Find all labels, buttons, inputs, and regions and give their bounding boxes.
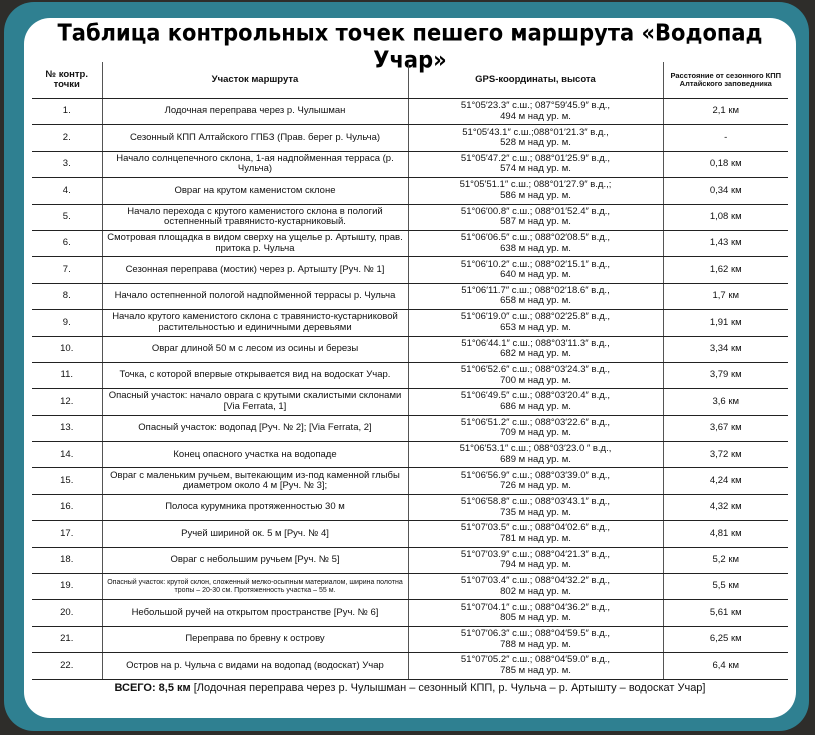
- cell-gps: [408, 653, 663, 679]
- cell-distance: -: [663, 125, 788, 151]
- cell-segment: Лодочная переправа через р. Чулышман: [102, 99, 408, 125]
- cell-segment: Сезонная переправа (мостик) через р. Артышту [Руч. № 1]: [102, 257, 408, 283]
- cell-distance: 1,91 км: [663, 310, 788, 336]
- cell-segment: Остров на р. Чульча с видами на водопад (водоскат) Учар: [102, 653, 408, 679]
- gps-coords: 51°06′53.1″ с.ш.; 088°03′23.0 ″ в.д.,: [459, 443, 612, 455]
- cell-num: 22.: [32, 653, 102, 679]
- cell-num: 9.: [32, 310, 102, 336]
- cell-distance: 3,6 км: [663, 389, 788, 415]
- segment-text: Опасный участок: крутой склон, сложенный мелко-осыпным материалом, ширина полотна тропы – 20-30 см. Протяженность участка – 55 м.: [107, 578, 403, 594]
- cell-distance: 4,24 км: [663, 468, 788, 494]
- cell-num: 6.: [32, 230, 102, 256]
- cell-num: 19.: [32, 574, 102, 600]
- cell-gps: [408, 494, 663, 520]
- cell-gps: [408, 574, 663, 600]
- gps-coords: 51°05′43.1″ с.ш.;088°01′21.3″ в.д.,: [462, 126, 609, 138]
- cell-gps: [408, 389, 663, 415]
- gps-altitude: 638 м над ур. м.: [500, 242, 571, 254]
- cell-gps: [408, 125, 663, 151]
- cell-gps: [408, 336, 663, 362]
- cell-segment: Начало солнцепечного склона, 1-ая надпойменная терраса (р. Чульча): [102, 151, 408, 177]
- cell-num: 20.: [32, 600, 102, 626]
- cell-segment: Овраг длиной 50 м с лесом из осины и березы: [102, 336, 408, 362]
- gps-altitude: 700 м над ур. м.: [500, 374, 571, 386]
- table-row: [32, 125, 788, 151]
- cell-num: 21.: [32, 626, 102, 652]
- cell-distance: 3,79 км: [663, 362, 788, 388]
- cell-segment: Овраг на крутом каменистом склоне: [102, 178, 408, 204]
- gps-coords: 51°06′44.1″ с.ш.; 088°03′11.3″ в.д.,: [461, 337, 610, 349]
- table-row: [32, 362, 788, 388]
- table-row: [32, 99, 788, 125]
- cell-gps: [408, 151, 663, 177]
- gps-altitude: 709 м над ур. м.: [500, 427, 571, 439]
- cell-gps: [408, 283, 663, 309]
- gps-coords: 51°07′03.5″ с.ш.; 088°04′02.6″ в.д.,: [460, 522, 611, 534]
- checkpoints-table: [32, 62, 788, 680]
- gps-altitude: 658 м над ур. м.: [500, 295, 571, 307]
- cell-distance: 1,62 км: [663, 257, 788, 283]
- gps-altitude: 788 м над ур. м.: [500, 638, 571, 650]
- gps-altitude: 785 м над ур. м.: [500, 664, 571, 676]
- gps-coords: 51°07′06.3″ с.ш.; 088°04′59.5″ в.д.,: [460, 628, 611, 639]
- gps-coords: 51°07′03.4″ с.ш.; 088°04′32.2″ в.д.,: [460, 575, 611, 587]
- cell-segment: Точка, с которой впервые открывается вид на водоскат Учар.: [102, 362, 408, 388]
- cell-distance: 5,2 км: [663, 547, 788, 573]
- cell-segment: Полоса курумника протяженностью 30 м: [102, 494, 408, 520]
- cell-num: 17.: [32, 521, 102, 547]
- gps-altitude: 802 м над ур. м.: [500, 585, 571, 597]
- gps-coords: 51°06′19.0″ с.ш.; 088°02′25.8″ в.д.,: [460, 311, 611, 323]
- gps-coords: 51°06′58.8″ с.ш.; 088°03′43.1″ в.д.,: [460, 496, 611, 508]
- cell-segment: Конец опасного участка на водопаде: [102, 442, 408, 468]
- table-row: [32, 653, 788, 679]
- cell-distance: 0,34 км: [663, 178, 788, 204]
- header-distance: Расстояние от сезонного КПП Алтайского заповедника: [663, 62, 788, 99]
- table-row: [32, 283, 788, 309]
- gps-coords: 51°05′47.2″ с.ш.; 088°01′25.9″ в.д.,: [460, 152, 611, 164]
- page-title: Таблица контрольных точек пешего маршрута «Водопад Учар»: [57, 19, 763, 73]
- gps-coords: 51°07′04.1″ с.ш.; 088°04′36.2″ в.д.,: [460, 601, 611, 613]
- table-row: [32, 310, 788, 336]
- gps-altitude: 640 м над ур. м.: [500, 269, 571, 281]
- gps-altitude: 686 м над ур. м.: [500, 400, 571, 412]
- table-row: [32, 230, 788, 256]
- gps-altitude: 781 м над ур. м.: [500, 532, 571, 544]
- cell-gps: [408, 415, 663, 441]
- cell-segment: [102, 574, 408, 600]
- cell-distance: 3,67 км: [663, 415, 788, 441]
- cell-num: 15.: [32, 468, 102, 494]
- table-row: [32, 204, 788, 230]
- gps-coords: 51°06′11.7″ с.ш.; 088°02′18.6″ в.д.,: [461, 284, 610, 296]
- gps-coords: 51°05′23.3″ с.ш.; 087°59′45.9″ в.д.,: [460, 100, 611, 112]
- cell-num: 3.: [32, 151, 102, 177]
- gps-altitude: 735 м над ур. м.: [500, 506, 571, 518]
- cell-segment: Начало остепненной пологой надпойменной террасы р. Чульча: [102, 283, 408, 309]
- gps-altitude: 528 м над ур. м.: [500, 137, 571, 149]
- table-row: [32, 626, 788, 652]
- gps-coords: 51°05′51.1″ с.ш.; 088°01′27.9″ в.д.,;: [459, 179, 612, 191]
- cell-distance: 1,43 км: [663, 230, 788, 256]
- table-row: [32, 257, 788, 283]
- cell-gps: [408, 521, 663, 547]
- cell-distance: 6,25 км: [663, 626, 788, 652]
- table-row: [32, 494, 788, 520]
- cell-segment: Овраг с небольшим ручьем [Руч. № 5]: [102, 547, 408, 573]
- gps-altitude: 494 м над ур. м.: [500, 110, 571, 122]
- cell-gps: [408, 468, 663, 494]
- cell-gps: [408, 547, 663, 573]
- table-row: [32, 336, 788, 362]
- cell-num: 5.: [32, 204, 102, 230]
- cell-distance: 1,08 км: [663, 204, 788, 230]
- cell-segment: Небольшой ручей на открытом пространстве [Руч. № 6]: [102, 600, 408, 626]
- content-panel: [24, 18, 796, 718]
- cell-num: 11.: [32, 362, 102, 388]
- cell-distance: 4,81 км: [663, 521, 788, 547]
- cell-num: 1.: [32, 99, 102, 125]
- gps-coords: 51°06′06.5″ с.ш.; 088°02′08.5″ в.д.,: [460, 232, 611, 244]
- table-row: [32, 442, 788, 468]
- cell-distance: 4,32 км: [663, 494, 788, 520]
- cell-distance: 0,18 км: [663, 151, 788, 177]
- cell-gps: [408, 362, 663, 388]
- gps-altitude: 805 м над ур. м.: [500, 612, 571, 624]
- cell-num: 7.: [32, 257, 102, 283]
- gps-altitude: 574 м над ур. м.: [500, 163, 571, 175]
- gps-coords: 51°06′00.8″ с.ш.; 088°01′52.4″ в.д.,: [460, 205, 611, 217]
- cell-gps: [408, 257, 663, 283]
- cell-num: 16.: [32, 494, 102, 520]
- gps-coords: 51°06′52.6″ с.ш.; 088°03′24.3″ в.д.,: [460, 364, 611, 376]
- table-row: [32, 178, 788, 204]
- cell-distance: 1,7 км: [663, 283, 788, 309]
- gps-altitude: 587 м над ур. м.: [500, 216, 571, 228]
- gps-altitude: 653 м над ур. м.: [500, 321, 571, 333]
- gps-altitude: 682 м над ур. м.: [500, 348, 571, 360]
- total-summary: [24, 682, 796, 694]
- table-row: [32, 389, 788, 415]
- header-num: № контр. точки: [32, 62, 102, 99]
- cell-gps: [408, 178, 663, 204]
- cell-distance: 5,5 км: [663, 574, 788, 600]
- cell-distance: 6,4 км: [663, 653, 788, 679]
- table-row: [32, 151, 788, 177]
- cell-num: 8.: [32, 283, 102, 309]
- card-border: [4, 2, 809, 731]
- total-route: [Лодочная переправа через р. Чулышман – сезонный КПП, р. Чульча – р. Артышту – водоскат Учар]: [190, 682, 706, 694]
- cell-gps: [408, 99, 663, 125]
- gps-altitude: 726 м над ур. м.: [500, 480, 571, 492]
- table-row: [32, 574, 788, 600]
- cell-segment: Начало перехода с крутого каменистого склона в пологий остепненный травянисто-кустарниковый.: [102, 204, 408, 230]
- cell-segment: Ручей шириной ок. 5 м [Руч. № 4]: [102, 521, 408, 547]
- cell-segment: Смотровая площадка в видом сверху на ущелье р. Артышту, прав. притока р. Чульча: [102, 230, 408, 256]
- table-row: [32, 468, 788, 494]
- cell-segment: Сезонный КПП Алтайского ГПБЗ (Прав. берег р. Чульча): [102, 125, 408, 151]
- cell-distance: 5,61 км: [663, 600, 788, 626]
- cell-num: 4.: [32, 178, 102, 204]
- cell-gps: [408, 230, 663, 256]
- cell-num: 18.: [32, 547, 102, 573]
- cell-gps: [408, 204, 663, 230]
- gps-altitude: 689 м над ур. м.: [500, 453, 571, 465]
- table-row: [32, 415, 788, 441]
- table-row: [32, 600, 788, 626]
- cell-gps: [408, 626, 663, 652]
- gps-coords: 51°07′05.2″ с.ш.; 088°04′59.0″ в.д.,: [460, 654, 611, 666]
- cell-num: 14.: [32, 442, 102, 468]
- cell-gps: [408, 310, 663, 336]
- cell-num: 2.: [32, 125, 102, 151]
- gps-altitude: 794 м над ур. м.: [500, 559, 571, 571]
- gps-altitude: 586 м над ур. м.: [500, 189, 571, 201]
- cell-segment: Переправа по бревну к острову: [102, 626, 408, 652]
- gps-coords: 51°06′56.9″ с.ш.; 088°03′39.0″ в.д.,: [460, 469, 611, 481]
- table-row: [32, 547, 788, 573]
- cell-distance: 3,72 км: [663, 442, 788, 468]
- cell-distance: 2,1 км: [663, 99, 788, 125]
- table-row: [32, 521, 788, 547]
- total-label: ВСЕГО: 8,5 км: [114, 682, 191, 694]
- gps-coords: 51°06′49.5″ с.ш.; 088°03′20.4″ в.д.,: [460, 390, 611, 402]
- cell-num: 13.: [32, 415, 102, 441]
- gps-coords: 51°07′03.9″ с.ш.; 088°04′21.3″ в.д.,: [460, 548, 611, 560]
- cell-segment: Опасный участок: водопад [Руч. № 2]; [Via Ferrata, 2]: [102, 415, 408, 441]
- cell-segment: Опасный участок: начало оврага с крутыми скалистыми склонами [Via Ferrata, 1]: [102, 389, 408, 415]
- cell-segment: Начало крутого каменистого склона с травянисто-кустарниковой растительностью и единичными деревьями: [102, 310, 408, 336]
- header-gps: GPS-координаты, высота: [408, 62, 663, 99]
- table-header-row: [32, 62, 788, 99]
- cell-segment: Овраг с маленьким ручьем, вытекающим из-под каменной глыбы диаметром около 4 м [Руч. № 3];: [102, 468, 408, 494]
- cell-gps: [408, 442, 663, 468]
- cell-distance: 3,34 км: [663, 336, 788, 362]
- cell-num: 10.: [32, 336, 102, 362]
- cell-num: 12.: [32, 389, 102, 415]
- header-segment: Участок маршрута: [102, 62, 408, 99]
- gps-coords: 51°06′51.2″ с.ш.; 088°03′22.6″ в.д.,: [460, 416, 611, 428]
- gps-coords: 51°06′10.2″ с.ш.; 088°02′15.1″ в.д.,: [460, 258, 611, 270]
- cell-gps: [408, 600, 663, 626]
